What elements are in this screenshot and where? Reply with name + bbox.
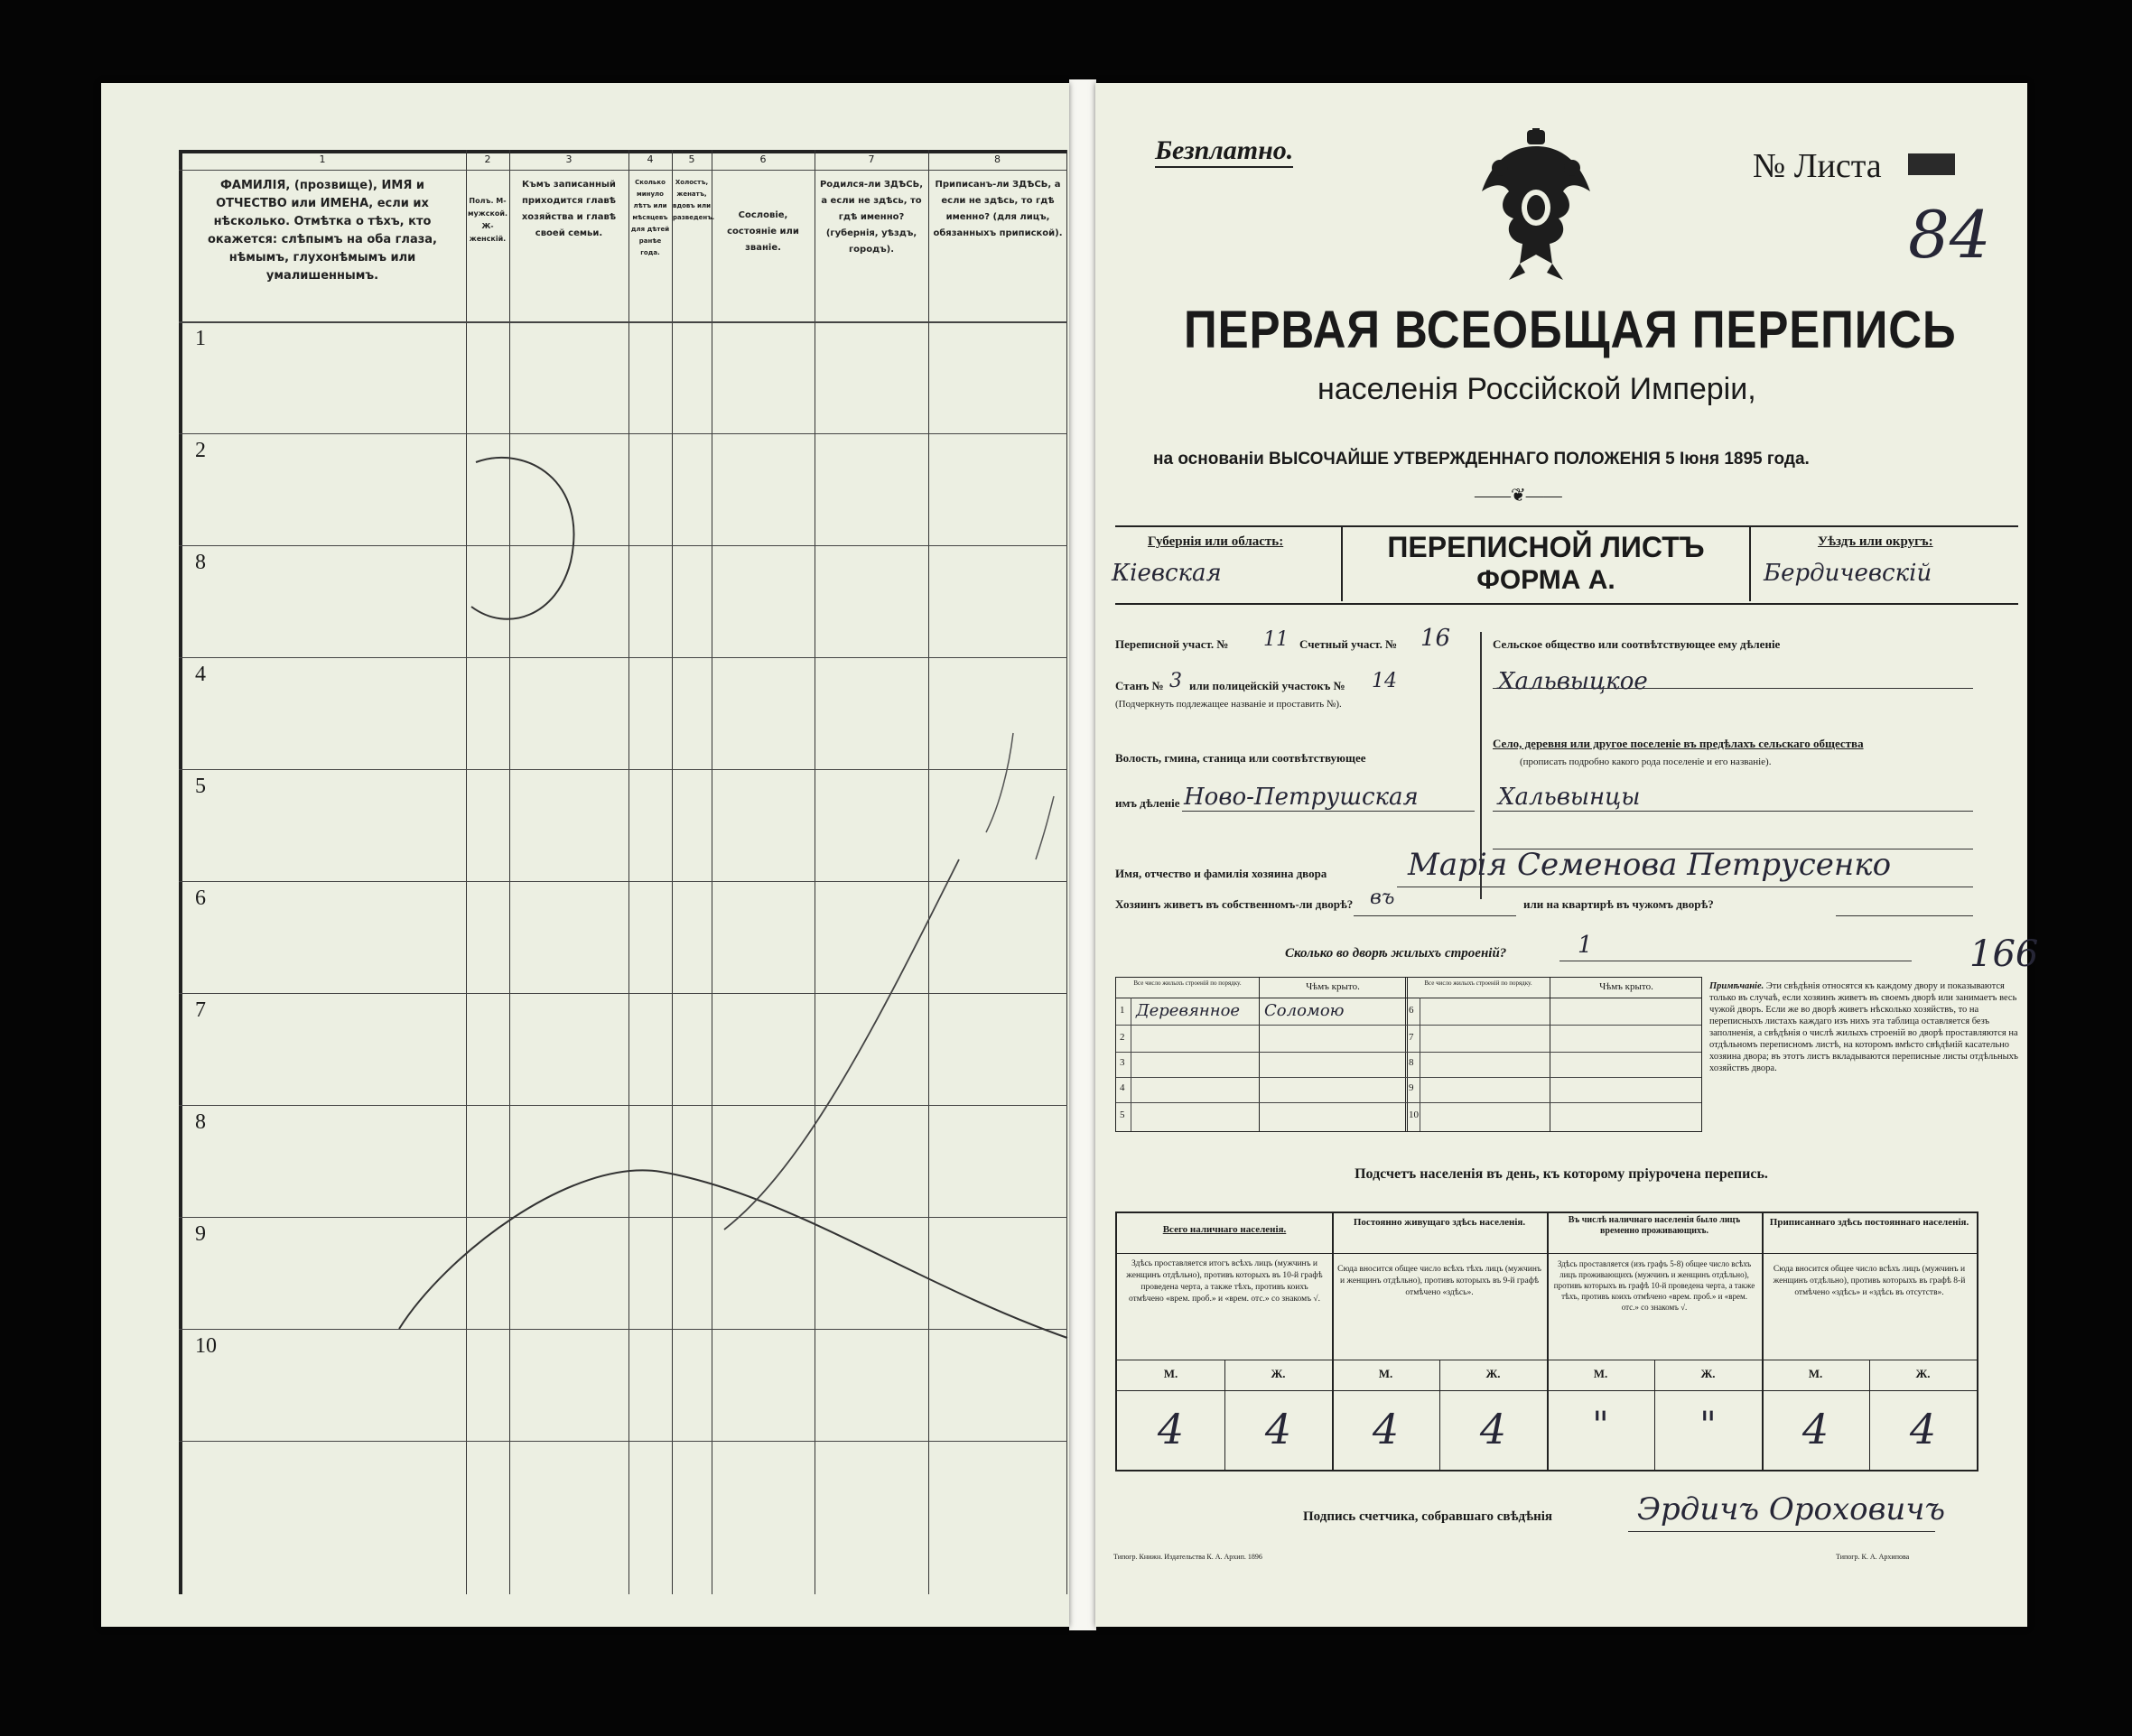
count-value: " [1592, 1405, 1609, 1446]
printer-mark-left: Типогр. Книжн. Издательства К. А. Архип. 1896 [1113, 1553, 1262, 1561]
owner-label: Имя, отчество и фамилія хозяина двора [1115, 867, 1327, 880]
column-header-name: ФАМИЛІЯ, (прозвище), ИМЯ и ОТЧЕСТВО или ИМЕНА, если их нѣсколько. Отмѣтка о тѣхъ, кто окажется: слѣпымъ на оба глаза, нѣмымъ, глухонѣмымъ или умалишеннымъ. [208, 179, 437, 283]
note-block [1709, 980, 2025, 1074]
column-header-age: Сколько минуло лѣтъ или мѣсяцевъ для дѣтей ранѣе года. [630, 179, 670, 256]
note-title: Примѣчаніе. [1709, 981, 1764, 991]
gubernia-value: Кіевская [1112, 560, 1222, 587]
sex-label: Ж. [1485, 1367, 1501, 1380]
row-number: 8 [195, 551, 206, 574]
village-value: Хальвынцы [1498, 784, 1641, 811]
column-number: 3 [565, 153, 573, 165]
sex-label: М. [1593, 1367, 1608, 1380]
row-number: 8 [195, 1110, 206, 1134]
census-title: ПЕРВАЯ ВСЕОБЩАЯ ПЕРЕПИСЬ [1184, 301, 1957, 359]
column-number: 4 [647, 153, 654, 165]
count-value: 4 [1909, 1405, 1937, 1453]
uezd-value: Бердичевскій [1764, 560, 1932, 587]
margin-number: 166 [1969, 933, 2039, 975]
form-title: ПЕРЕПИСНОЙ ЛИСТЪ [1387, 531, 1705, 563]
buildings-header-count: Все число жилыхъ строеній по порядку. [1133, 979, 1242, 987]
ornament: ——❦—— [1475, 486, 1562, 506]
census-basis: на основаніи ВЫСОЧАЙШЕ УТВЕРЖДЕННАГО ПОЛОЖЕНІЯ 5 Іюня 1895 года. [1153, 450, 1810, 469]
signature-value: Эрдичъ Ороховичъ [1637, 1491, 1946, 1527]
building-roof-value: Деревянное [1136, 1001, 1241, 1020]
census-subtitle: населенія Россійской Имперіи, [1317, 372, 1756, 406]
row-number: 5 [195, 775, 206, 798]
buildings-header-roof: Чѣмъ крыто. [1306, 981, 1360, 992]
uezd-label: Уѣздъ или округъ: [1818, 534, 1933, 549]
building-row-number: 1 [1120, 1005, 1125, 1016]
building-row-number: 2 [1120, 1032, 1125, 1043]
rural-society-value: Хальвыцкое [1498, 668, 1648, 695]
stan-label: Станъ № [1115, 679, 1164, 692]
form-subtitle: ФОРМА А. [1476, 565, 1615, 595]
count-value: 4 [1264, 1405, 1292, 1453]
building-material-value: Соломою [1264, 1001, 1345, 1020]
police-label: или полицейскій участокъ № [1189, 679, 1345, 692]
column-header-relation: Къмъ записанный приходится главѣ хозяйства и главѣ своей семьи. [521, 180, 617, 238]
buildings-label: Сколько во дворѣ жилыхъ строеній? [1285, 946, 1507, 961]
sex-label: М. [1163, 1367, 1178, 1380]
buildings-header-roof: Чѣмъ крыто. [1599, 981, 1653, 992]
counting-district-value: 16 [1420, 625, 1451, 652]
count-value: " [1699, 1405, 1717, 1446]
sex-label: Ж. [1700, 1367, 1716, 1380]
row-number: 6 [195, 887, 206, 910]
count-group-desc: Здѣсь проставляется итогъ всѣхъ лицъ (мужчинъ и женщинъ отдѣльно), противъ которыхъ въ 10-й графѣ проведена черта, а также тѣхъ, противъ коихъ отмѣчено «врем. проб.» и «врем. отс.» со знакомъ √. [1126, 1259, 1323, 1304]
printer-mark-right: Типогр. К. А. Архипова [1836, 1553, 1910, 1561]
column-number: 2 [484, 153, 491, 165]
volost-label-2: имъ дѣленіе [1115, 796, 1180, 810]
right-page [1095, 83, 2039, 1627]
row-number: 4 [195, 663, 206, 686]
column-header-sex: Полъ. М-мужской. Ж-женскій. [468, 197, 508, 243]
sheet-number-value: 84 [1908, 197, 1991, 273]
row-number: 9 [195, 1222, 206, 1246]
police-value: 14 [1372, 670, 1397, 692]
count-title: Подсчетъ населенія въ день, къ которому пріурочена перепись. [1355, 1166, 1768, 1182]
column-number: 1 [319, 153, 326, 165]
column-header-marital: Холостъ, женатъ, вдовъ или разведенъ. [673, 179, 715, 221]
column-number: 7 [868, 153, 875, 165]
pencil-marks [101, 83, 1069, 1627]
gubernia-label: Губернія или область: [1148, 534, 1284, 549]
buildings-value: 1 [1578, 932, 1593, 959]
row-number: 10 [195, 1334, 217, 1358]
sex-label: Ж. [1271, 1367, 1286, 1380]
building-row-number: 5 [1120, 1109, 1125, 1120]
sex-label: Ж. [1915, 1367, 1931, 1380]
count-group-title: Приписаннаго здѣсь постояннаго населенія. [1769, 1217, 1969, 1228]
owner-value: Марія Семенова Петрусенко [1408, 847, 1892, 883]
count-value: 4 [1479, 1405, 1507, 1453]
free-label: Безплатно. [1155, 135, 1293, 168]
count-value: 4 [1372, 1405, 1400, 1453]
population-count-table [1115, 1211, 1978, 1471]
column-header-estate: Сословіе, состояніе или званіе. [727, 210, 799, 253]
page-gutter [1069, 79, 1096, 1630]
building-row-number: 6 [1409, 1005, 1414, 1016]
count-group-desc: Сюда вносится общее число всѣхъ тѣхъ лицъ (мужчинъ и женщинъ отдѣльно), противъ которыхъ въ 9-й графѣ отмѣчено «здѣсь». [1337, 1265, 1541, 1297]
rented-label: или на квартирѣ въ чужомъ дворѣ? [1523, 897, 1714, 911]
census-district-value: 11 [1263, 628, 1289, 651]
column-number: 5 [688, 153, 695, 165]
column-header-birthplace: Родился-ли ЗДѢСЬ, а если не здѣсь, то гдѣ именно? (губернія, уѣздъ, городъ). [819, 180, 924, 255]
building-row-number: 7 [1409, 1032, 1414, 1043]
village-note: (прописать подробно какого рода поселеніе и его названіе). [1520, 757, 1772, 767]
building-row-number: 10 [1409, 1109, 1419, 1120]
signature-label: Подпись счетчика, собравшаго свѣдѣнія [1303, 1509, 1553, 1524]
building-row-number: 3 [1120, 1057, 1125, 1068]
buildings-header-count: Все число жилыхъ строеній по порядку. [1424, 979, 1532, 987]
count-value: 4 [1157, 1405, 1185, 1453]
row-number: 1 [195, 327, 206, 350]
stan-note: (Подчеркнуть подлежащее названіе и проставить №). [1115, 699, 1342, 710]
row-number: 2 [195, 439, 206, 462]
row-number: 7 [195, 998, 206, 1022]
buildings-table [1115, 977, 1702, 1132]
building-row-number: 9 [1409, 1082, 1414, 1093]
double-headed-eagle-icon [1473, 128, 1599, 282]
count-group-title: Въ числѣ наличнаго населенія было лицъ временно проживающихъ. [1568, 1215, 1741, 1236]
building-row-number: 8 [1409, 1057, 1414, 1068]
sheet-number-stamp [1908, 153, 1955, 175]
column-number: 6 [759, 153, 767, 165]
count-value: 4 [1801, 1405, 1829, 1453]
sheet-number-label: № Листа [1753, 147, 1882, 185]
stan-value: 3 [1169, 670, 1182, 692]
counting-district-label: Счетный участ. № [1299, 637, 1398, 651]
volost-value: Ново-Петрушская [1184, 784, 1419, 811]
count-group-desc: Здѣсь проставляется (изъ графъ 5-8) общее число всѣхъ лицъ проживающихъ (мужчинъ и женщинъ отдѣльно), противъ которыхъ въ графѣ 10-й проведена черта, а также тѣхъ, противъ коихъ отмѣчено «врем. проб.» и «врем. отс.» со знакомъ √. [1553, 1259, 1755, 1312]
rural-society-label: Сельское общество или соотвѣтствующее ему дѣленіе [1493, 637, 1781, 651]
census-district-label: Переписной участ. № [1115, 637, 1229, 651]
column-number: 8 [994, 153, 1001, 165]
left-page [101, 83, 1069, 1627]
count-group-desc: Сюда вносится общее число всѣхъ лицъ (мужчинъ и женщинъ отдѣльно), противъ которыхъ въ графѣ 8-й отмѣчено «здѣсь» и «здѣсь въ отсутств». [1773, 1265, 1966, 1297]
note-text: Эти свѣдѣнія относятся къ каждому двору и показываются только въ случаѣ, если хозяинъ живетъ въ своемъ дворѣ или занимаетъ весь чужой дворъ. Если же во дворѣ живетъ нѣсколько хозяйствъ, то на переписныхъ листахъ каждаго изъ нихъ эта таблица оставляется безъ заполненія, а свѣдѣнія о числѣ жилыхъ строеній во дворѣ проставляются на отдѣльномъ переписномъ листѣ, на которомъ вмѣсто свѣдѣній касательно хозяина двора; въ этотъ листъ вкладываются переписные листы отдѣльныхъ хозяйствъ двора. [1709, 981, 2018, 1073]
sex-label: М. [1378, 1367, 1393, 1380]
column-header-registered: Приписанъ-ли ЗДѢСЬ, а если не здѣсь, то гдѣ именно? (для лицъ, обязанныхъ припиской). [933, 180, 1063, 238]
sex-label: М. [1808, 1367, 1823, 1380]
village-label: Село, деревня или другое поселеніе въ предѣлахъ сельскаго общества [1493, 737, 1864, 750]
own-yard-label: Хозяинъ живетъ въ собственномъ-ли дворѣ? [1115, 897, 1354, 911]
building-row-number: 4 [1120, 1082, 1125, 1093]
volost-label: Волость, гмина, станица или соотвѣтствующее [1115, 751, 1366, 765]
count-group-title: Всего наличнаго населенія. [1162, 1224, 1287, 1235]
own-yard-value: въ [1370, 887, 1395, 909]
count-group-title: Постоянно живущаго здѣсь населенія. [1353, 1217, 1526, 1228]
